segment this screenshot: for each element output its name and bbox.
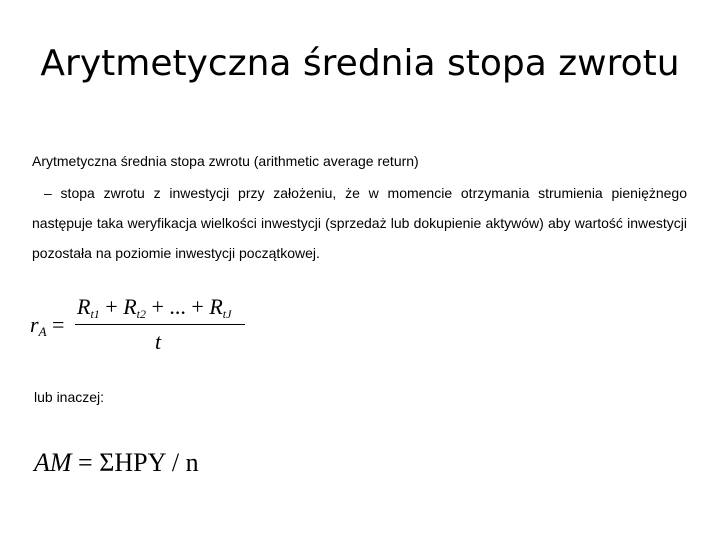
formula-equals: = (52, 312, 65, 337)
arithmetic-return-formula (30, 294, 260, 364)
slide-title: Arytmetyczna średnia stopa zwrotu (40, 43, 680, 84)
alt-label: lub inaczej: (34, 389, 105, 405)
definition-text (32, 178, 687, 268)
subtitle: Arytmetyczna średnia stopa zwrotu (arithmetic average return) (32, 153, 419, 169)
definition-body: – stopa zwrotu z inwestycji przy założeniu, że w momencie otrzymania strumienia pieniężnego następuje taka weryfikacja wielkości inwestycji (sprzedaż lub dokupienie aktywów) aby wartość inwestycji pozostała na poziomie inwestycji początkowej. (32, 185, 687, 261)
formula2-rhs: = ΣHPY / n (71, 448, 199, 477)
formula-numerator: $R_{t1} + R_{t2}$ + ... + $R_{tJ}$ (77, 294, 232, 321)
formula-denominator: t (155, 329, 162, 354)
formula2-lhs: AM (34, 448, 72, 477)
hpy-average-formula (34, 448, 199, 478)
formula-lhs: $r_A$ (30, 312, 47, 339)
fraction-bar (75, 324, 245, 325)
